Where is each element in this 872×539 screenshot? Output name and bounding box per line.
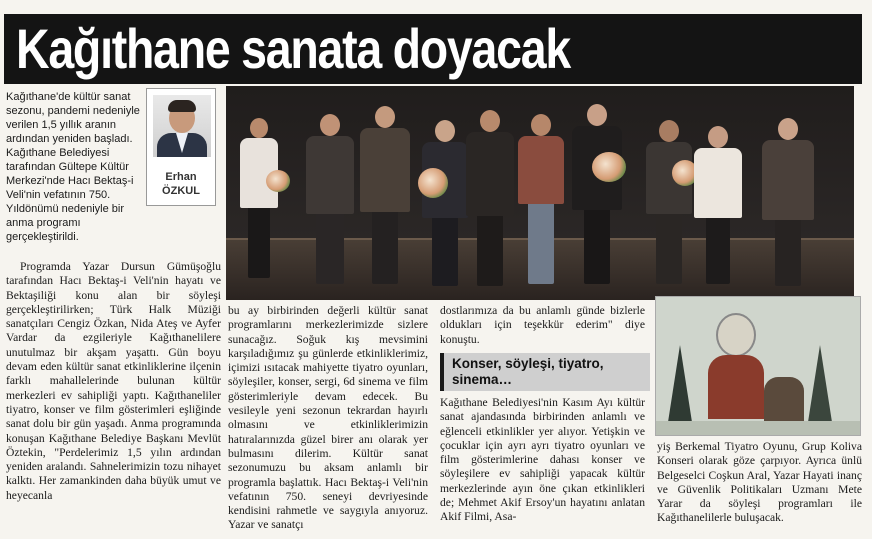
author-last-name: ÖZKUL <box>162 185 200 197</box>
column-2 <box>228 304 428 533</box>
column-3-bottom <box>440 396 645 525</box>
lead-paragraph <box>6 90 140 244</box>
headline-bar <box>4 14 862 84</box>
author-photo <box>153 95 211 157</box>
column-3-bottom-text: Kağıthane Belediyesi'nin Kasım Ayı kültür sanat ajandasında birbirinden anlamlı ve eğlenceli etkinlikler yer alıyor. Yetişkin ve çocuklar için ayrı ayrı tiyatro oyunları ve film gösterimlerine dahası konser ve söyleşilere ev sahipliği yapacak kültür merkezlerinde ayın öne çıkan etkinlikleri de; Mehmet Akif Ersoy'un hayatını anlatan Akif Filmi, Asa- <box>440 396 645 524</box>
column-4 <box>657 440 862 526</box>
column-2-text: bu ay birbirinden değerli kültür sanat programlarını merkezlerimizde sizlere sunacağız. Soğuk kış mevsimini karşıladığımız şu günlerde etkinliklerimiz, içimizi ısıtacak mahiyette tiyatro oyunları, söyleşiler, konser, sergi, 6d sinema ve film gösterimleriyle devam edecek. Bu vesileyle yeni sezonun tekrardan hayırlı olmasını ve etkinliklerimizin hatıralarınızda güzel birer anı olarak yer bulmasını dilerim. Kültür sanat sezonumuzu bu aksam anlamlı bir programla başlattık. Hacı Bektaş-i Veli'nin vefatının 750. seneyi devriyesinde kendisini rahmetle ve saygıyla anıyoruz. Yazar ve sanatçı <box>228 304 428 532</box>
side-photo <box>655 296 861 436</box>
headline: Kağıthane sanata doyacak <box>16 17 570 80</box>
column-3-top-text: dostlarımıza da bu anlamlı günde bizlerle oldukları için teşekkür ederim" diye konuştu. <box>440 304 645 346</box>
column-4-text: yiş Berkemal Tiyatro Oyunu, Grup Koliva Konseri olarak göze çarpıyor. Ayrıca ünlü Belgeselci Coşkun Aral, Yazar Hayati inanç ve Güvenlik Politikaları Uzmanı Mete Yarar da söyleşi programları ile Kağıthanelilerle buluşacak. <box>657 440 862 525</box>
column-3 <box>440 304 645 347</box>
column-1 <box>6 260 221 503</box>
author-box <box>146 88 216 206</box>
lead-text: Kağıthane'de kültür sanat sezonu, pandemi nedeniyle verilen 1,5 yıllık aranın ardından yeniden başladı. Kağıthane Belediyesi tarafından Gültepe Kültür Merkezi'nde Hacı Bektaş-i Veli'nin vefatının 750. Yıldönümü nedeniyle bir anma programı gerçekleştirildi. <box>6 91 140 243</box>
main-photo <box>226 86 854 300</box>
column-1-text: Programda Yazar Dursun Gümüşoğlu tarafından Hacı Bektaş-i Veli'nin hayatı ve Bektaşiliği konu alan bir söyleşi gerçekleştirilirken; Türk Halk Müziği sanatçıları Cengiz Özkan, Nida Ateş ve Ayfer Vardar da ezgileriyle Kağıthanelilere unutulmaz bir akşam yaşattı. Gün boyu devam eden kültür sanat etkinliklerine ilçenin farklı mahallelerinde bulunan kültür merkezleri ev sahipliği yaptı. Kağıthaneliler tiyatro, konser ve film gösterimleri eşliğinde sanat dolu bir gün yaşadı. Anma programında konuşan Kağıthane Belediye Başkanı Mevlüt Öztekin, "Perdelerimiz 1,5 yılın ardından yeniden aralandı. Sahnelerimizin tozu nihayet kalktı. Her zamankinden daha büyük umut ve heyecanla <box>6 260 221 502</box>
author-first-name: Erhan <box>165 171 197 183</box>
sub-heading: Konser, söyleşi, tiyatro, sinema… <box>440 353 650 391</box>
